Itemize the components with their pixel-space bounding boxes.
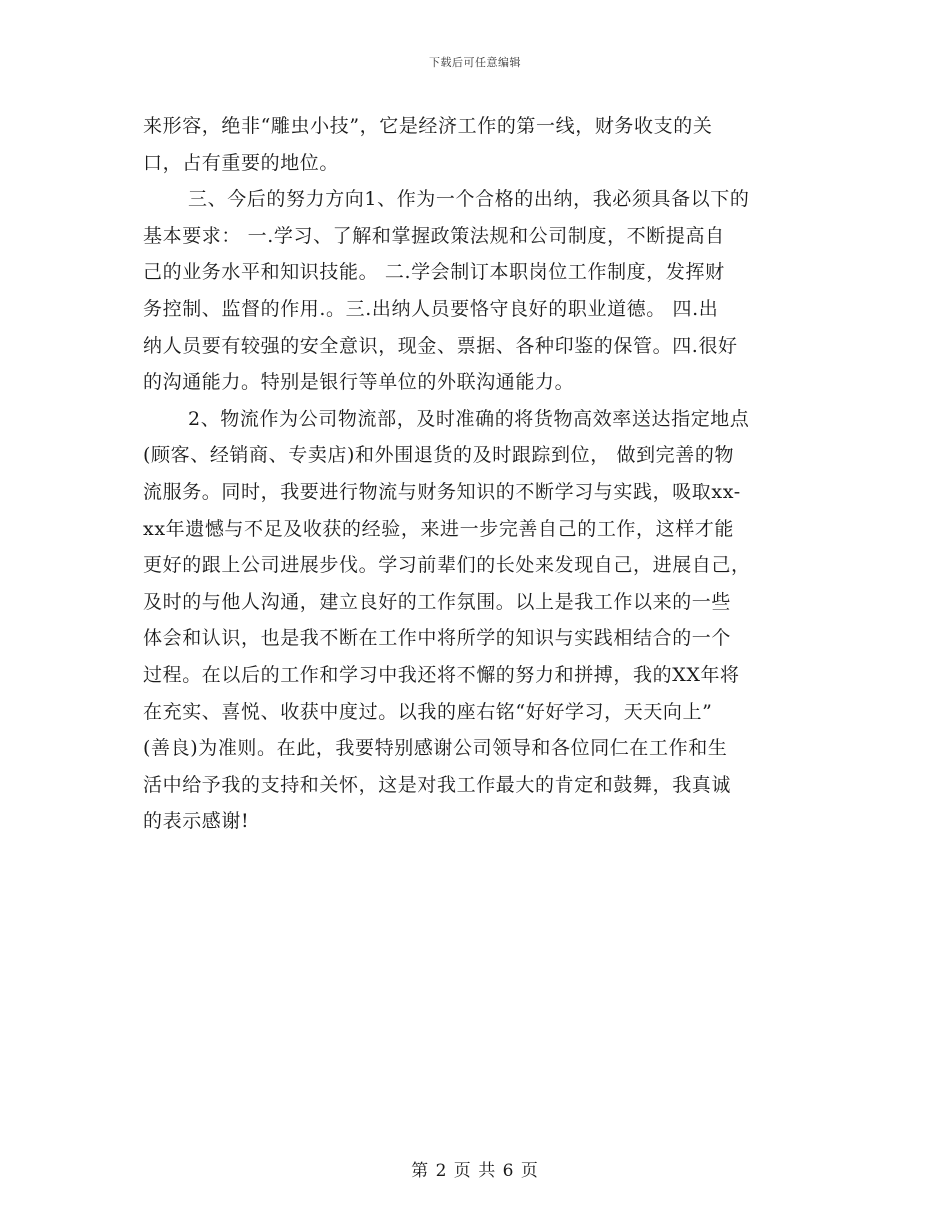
text-line: 的沟通能力。特别是银行等单位的外联沟通能力。	[143, 371, 575, 394]
text-line: 在充实、喜悦、收获中度过。以我的座右铭“好好学习，天天向上”	[143, 700, 713, 723]
text-line: 来形容，绝非“雕虫小技”，它是经济工作的第一线，财务收支的关	[143, 115, 713, 137]
text-line: 及时的与他人沟通，建立良好的工作氛围。以上是我工作以来的一些	[143, 590, 732, 613]
text-line: 基本要求： 一.学习、了解和掌握政策法规和公司制度，不断提高自	[143, 224, 725, 247]
text-line: 更好的跟上公司进展步伐。学习前辈们的长处来发现自己，进展自己，	[143, 554, 751, 577]
text-line: 务控制、监督的作用.。三.出纳人员要恪守良好的职业道德。 四.出	[143, 297, 719, 320]
text-line: 三、今后的努力方向1、作为一个合格的出纳，我必须具备以下的	[188, 188, 750, 211]
text-line: 活中给予我的支持和关怀，这是对我工作最大的肯定和鼓舞，我真诚	[143, 773, 732, 796]
page-footer: 第 2 页 共 6 页	[411, 1161, 539, 1181]
text-line: 流服务。同时，我要进行物流与财务知识的不断学习与实践，吸取xx-	[143, 480, 741, 503]
text-line: 2、物流作为公司物流部，及时准确的将货物高效率送达指定地点	[188, 407, 750, 430]
text-line: xx年遗憾与不足及收获的经验，来进一步完善自己的工作，这样才能	[143, 517, 735, 540]
text-line: 体会和认识，也是我不断在工作中将所学的知识与实践相结合的一个	[143, 627, 732, 650]
document-body	[143, 108, 813, 840]
text-line: 己的业务水平和知识技能。 二.学会制订本职岗位工作制度，发挥财	[143, 261, 725, 284]
text-line: (顾客、经销商、专卖店)和外围退货的及时跟踪到位， 做到完善的物	[143, 444, 735, 467]
text-line: 纳人员要有较强的安全意识，现金、票据、各种印鉴的保管。四.很好	[143, 334, 738, 357]
text-line: 口，占有重要的地位。	[143, 151, 340, 174]
text-line: 的表示感谢!	[143, 810, 250, 833]
text-line: 过程。在以后的工作和学习中我还将不懈的努力和拼搏，我的XX年将	[143, 663, 740, 686]
text-line: (善良)为准则。在此，我要特别感谢公司领导和各位同仁在工作和生	[143, 737, 728, 760]
page-header: 下载后可任意编辑	[429, 56, 521, 69]
